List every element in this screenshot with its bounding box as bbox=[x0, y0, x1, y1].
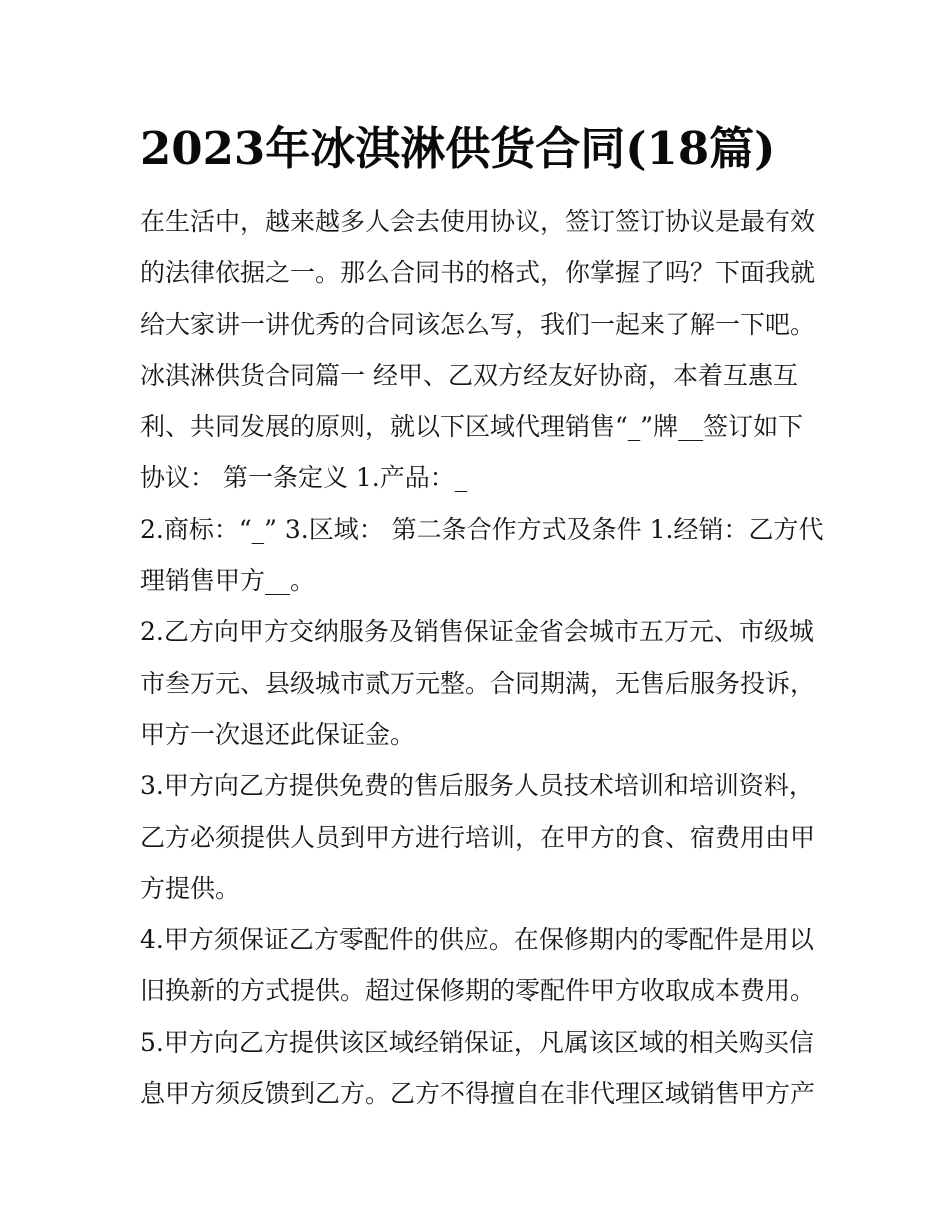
body-line: 市叁万元、县级城市贰万元整。合同期满，无售后服务投诉， bbox=[140, 668, 816, 698]
body-line: 在生活中，越来越多人会去使用协议，签订签订协议是最有效 bbox=[140, 207, 816, 236]
body-line: 方提供。 bbox=[140, 873, 241, 903]
document-title: 2023年冰淇淋供货合同(18篇) bbox=[140, 122, 776, 175]
body-line: 2.商标：“_” 3.区域： 第二条合作方式及条件 1.经销：乙方代 bbox=[140, 514, 824, 544]
body-line: 给大家讲一讲优秀的合同该怎么写，我们一起来了解一下吧。 bbox=[140, 309, 816, 339]
body-line: 理销售甲方__。 bbox=[140, 566, 316, 596]
body-line: 冰淇淋供货合同篇一 经甲、乙双方经友好协商，本着互惠互 bbox=[140, 360, 798, 390]
body-line: 甲方一次退还此保证金。 bbox=[140, 719, 416, 749]
body-line: 3.甲方向乙方提供免费的售后服务人员技术培训和培训资料， bbox=[140, 771, 814, 801]
body-line: 5.甲方向乙方提供该区域经销保证，凡属该区域的相关购买信 bbox=[140, 1027, 814, 1057]
body-line: 乙方必须提供人员到甲方进行培训，在甲方的食、宿费用由甲 bbox=[140, 822, 816, 852]
body-line: 旧换新的方式提供。超过保修期的零配件甲方收取成本费用。 bbox=[140, 976, 816, 1006]
body-line: 2.乙方向甲方交纳服务及销售保证金省会城市五万元、市级城 bbox=[140, 617, 814, 647]
document-body bbox=[140, 196, 824, 1119]
body-line: 协议： 第一条定义 1.产品：_ bbox=[140, 463, 468, 493]
body-line: 4.甲方须保证乙方零配件的供应。在保修期内的零配件是用以 bbox=[140, 925, 814, 955]
body-line: 息甲方须反馈到乙方。乙方不得擅自在非代理区域销售甲方产 bbox=[140, 1079, 816, 1109]
body-line: 利、共同发展的原则，就以下区域代理销售“_”牌__签订如下 bbox=[140, 412, 804, 442]
body-line: 的法律依据之一。那么合同书的格式，你掌握了吗？下面我就 bbox=[140, 258, 816, 288]
